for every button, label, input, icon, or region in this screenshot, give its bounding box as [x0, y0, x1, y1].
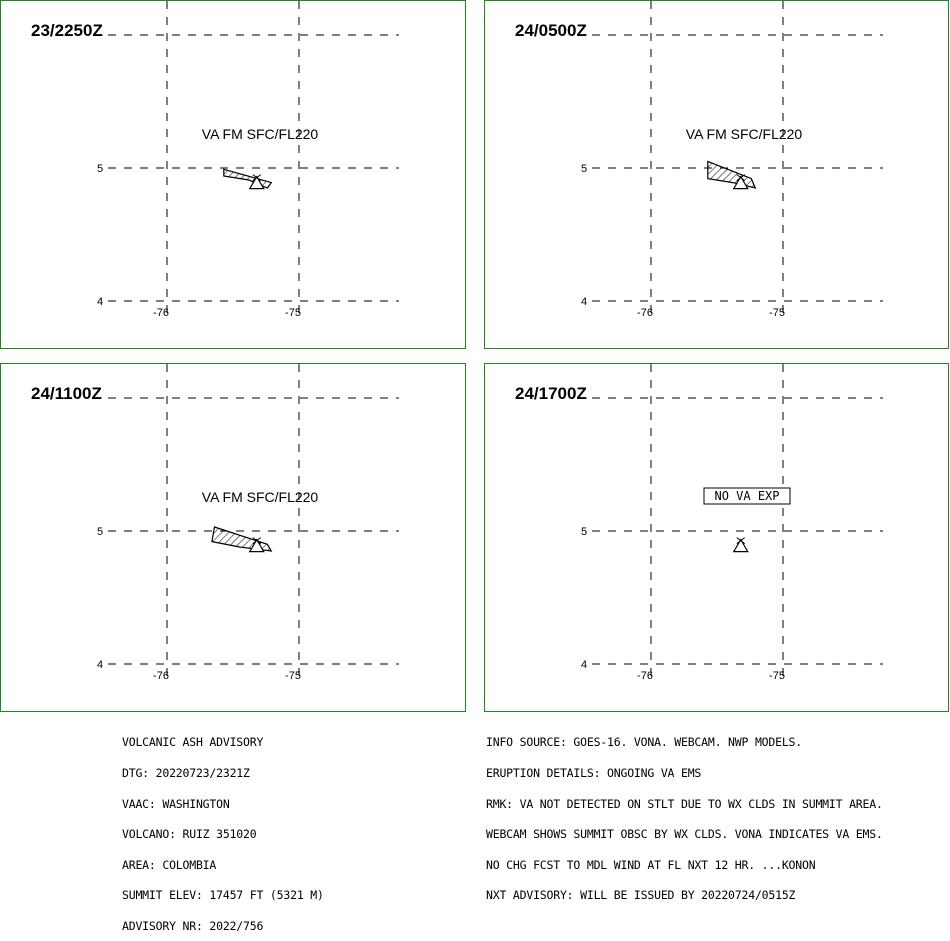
- advisory-line: VOLCANO: RUIZ 351020: [122, 827, 257, 842]
- advisory-header-block: [122, 717, 324, 941]
- y-tick-label: 4: [580, 296, 588, 308]
- x-tick-label: -76: [153, 307, 169, 319]
- y-tick-label: 5: [580, 163, 588, 175]
- ash-cloud-polygon: [224, 169, 271, 188]
- y-tick-label: 5: [96, 526, 104, 538]
- forecast-panel-2: [484, 0, 949, 349]
- y-tick-label: 5: [96, 163, 104, 175]
- map-canvas: [485, 364, 950, 712]
- y-tick-label: 5: [580, 526, 588, 538]
- ash-level-label: VA FM SFC/FL220: [685, 126, 803, 142]
- x-tick-label: -76: [637, 307, 653, 319]
- ash-cloud-polygon: [708, 161, 756, 188]
- map-canvas: [1, 1, 466, 349]
- y-tick-label: 4: [96, 659, 104, 671]
- ash-level-label: VA FM SFC/FL220: [201, 489, 319, 505]
- remarks-line: RMK: VA NOT DETECTED ON STLT DUE TO WX CLDS IN SUMMIT AREA.: [486, 796, 883, 811]
- volcano-icon: [734, 538, 748, 552]
- remarks-line: ERUPTION DETAILS: ONGOING VA EMS: [486, 766, 702, 780]
- no-va-exp-label: NO VA EXP: [714, 489, 780, 503]
- advisory-line: SUMMIT ELEV: 17457 FT (5321 M): [122, 888, 324, 903]
- remarks-line: NO CHG FCST TO MDL WIND AT FL NXT 12 HR. ...KONON: [486, 857, 816, 872]
- valid-time-label: 24/0500Z: [515, 21, 587, 40]
- no-va-exp-box: [704, 488, 790, 504]
- valid-time-label: 24/1700Z: [515, 384, 587, 403]
- advisory-line: DTG: 20220723/2321Z: [122, 766, 250, 780]
- x-tick-label: -76: [153, 670, 169, 682]
- y-tick-label: 4: [96, 296, 104, 308]
- map-canvas: [485, 1, 950, 349]
- valid-time-label: 24/1100Z: [31, 384, 102, 403]
- forecast-panel-1: [0, 0, 466, 349]
- remarks-line: INFO SOURCE: GOES-16. VONA. WEBCAM. NWP MODELS.: [486, 735, 803, 750]
- forecast-panel-3: [0, 363, 466, 712]
- advisory-line: VAAC: WASHINGTON: [122, 796, 230, 811]
- remarks-line: NXT ADVISORY: WILL BE ISSUED BY 20220724/0515Z: [486, 888, 796, 903]
- advisory-remarks-block: [486, 717, 883, 911]
- x-tick-label: -75: [285, 307, 301, 319]
- advisory-line: AREA: COLOMBIA: [122, 857, 217, 872]
- map-canvas: [1, 364, 466, 712]
- advisory-line: VOLCANIC ASH ADVISORY: [122, 735, 264, 750]
- y-tick-label: 4: [580, 659, 588, 671]
- remarks-line: WEBCAM SHOWS SUMMIT OBSC BY WX CLDS. VONA INDICATES VA EMS.: [486, 827, 883, 842]
- forecast-panel-4: [484, 363, 949, 712]
- x-tick-label: -75: [769, 307, 785, 319]
- advisory-line: ADVISORY NR: 2022/756: [122, 918, 264, 933]
- x-tick-label: -75: [285, 670, 301, 682]
- valid-time-label: 23/2250Z: [31, 21, 103, 40]
- x-tick-label: -75: [769, 670, 785, 682]
- ash-level-label: VA FM SFC/FL220: [201, 126, 319, 142]
- x-tick-label: -76: [637, 670, 653, 682]
